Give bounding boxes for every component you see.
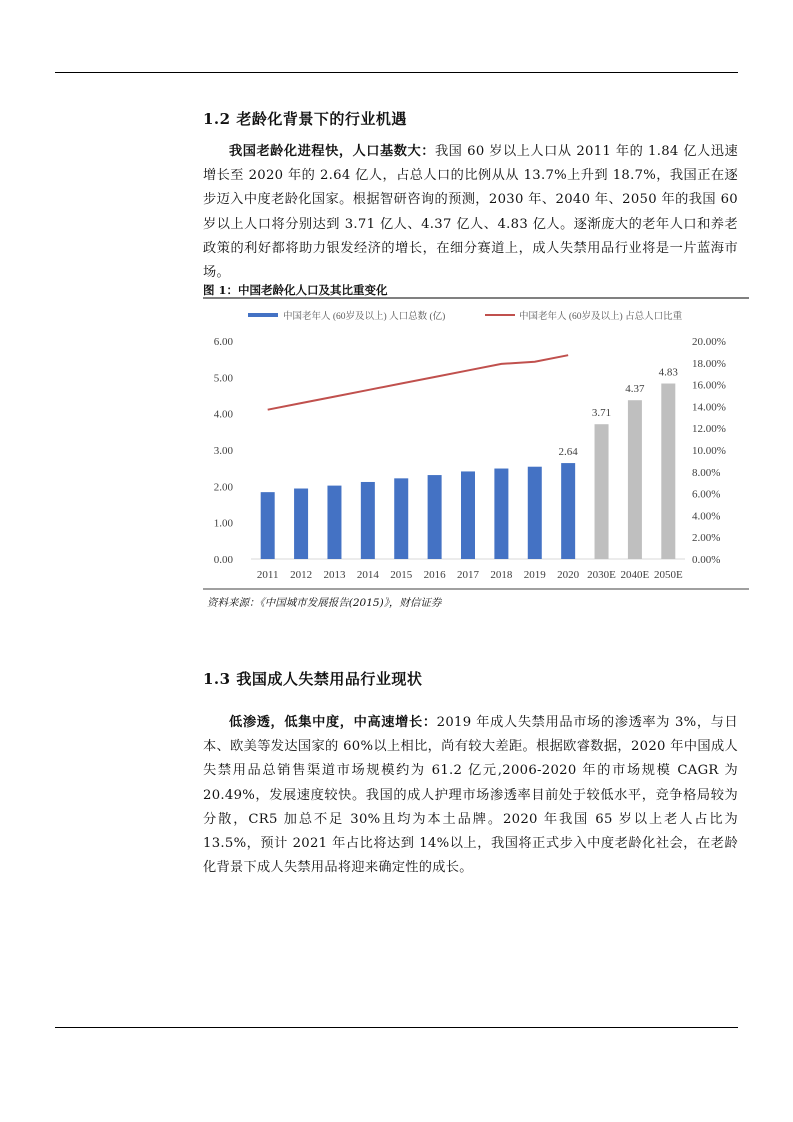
right-axis-tick-label: 12.00%: [692, 423, 726, 436]
figure-source: 资料来源：《中国城市发展报告(2015)》，财信证券: [207, 597, 442, 609]
bar: [327, 486, 341, 559]
paragraph-incontinence-market: [203, 711, 738, 880]
bar-data-label: 4.37: [625, 383, 645, 396]
right-axis: [692, 336, 726, 566]
footer-rule: [55, 1027, 738, 1028]
section-heading-1-2: 1.2 老龄化背景下的行业机遇: [203, 110, 407, 128]
x-axis-tick-label: 2030E: [587, 569, 616, 581]
x-axis-tick-label: 2050E: [653, 569, 683, 581]
x-axis-tick-label: 2040E: [620, 569, 650, 581]
right-axis-tick-label: 0.00%: [692, 554, 721, 566]
right-axis-tick-label: 20.00%: [692, 336, 726, 348]
bar: [294, 489, 308, 559]
x-axis-tick-label: 2011: [256, 569, 279, 581]
legend-line-label: 中国老年人 (60岁及以上) 占总人口比重: [519, 312, 683, 322]
paragraph-aging-population: [203, 140, 738, 285]
x-axis-tick-label: 2016: [423, 569, 446, 581]
x-axis-tick-label: 2018: [490, 569, 513, 581]
bar: [528, 467, 542, 559]
x-axis-tick-label: 2019: [523, 569, 546, 581]
bar: [361, 482, 375, 559]
left-axis-tick-label: 0.00: [213, 554, 233, 566]
bar: [661, 384, 675, 559]
bar: [494, 469, 508, 559]
right-axis-tick-label: 8.00%: [692, 466, 721, 479]
bar: [595, 424, 609, 559]
chart-legend: [248, 310, 683, 322]
bar: [428, 475, 442, 559]
x-axis-tick-label: 2020: [557, 569, 580, 581]
right-axis-tick-label: 14.00%: [692, 401, 726, 414]
right-axis-tick-label: 16.00%: [692, 379, 726, 392]
ratio-line: [268, 355, 568, 410]
paragraph-lead: 低渗透，低集中度，中高速增长：: [229, 715, 437, 730]
x-axis: [251, 559, 685, 581]
left-axis-tick-label: 1.00: [213, 517, 233, 530]
bar: [261, 492, 275, 559]
right-axis-tick-label: 2.00%: [692, 532, 721, 545]
x-axis-tick-label: 2014: [356, 569, 379, 581]
legend-bar-swatch: [248, 313, 278, 317]
x-axis-tick-label: 2015: [390, 569, 413, 581]
right-axis-tick-label: 4.00%: [692, 510, 721, 523]
aging-population-chart: [203, 297, 749, 590]
bar-data-label: 4.83: [658, 366, 678, 379]
left-axis-tick-label: 5.00: [213, 372, 233, 385]
bar: [628, 400, 642, 559]
paragraph-lead: 我国老龄化进程快，人口基数大：: [229, 144, 435, 159]
x-axis-tick-label: 2017: [457, 569, 479, 581]
left-axis-tick-label: 4.00: [213, 408, 233, 421]
bar-data-label: 2.64: [558, 446, 578, 459]
bar: [461, 471, 475, 559]
left-axis: [214, 336, 234, 566]
legend-bar-label: 中国老年人 (60岁及以上) 人口总数 (亿): [283, 312, 446, 322]
left-axis-tick-label: 2.00: [213, 481, 233, 494]
bar: [561, 463, 575, 559]
figure-title: 图 1：中国老龄化人口及其比重变化: [203, 283, 388, 297]
left-axis-tick-label: 3.00: [213, 445, 233, 457]
paragraph-body: 我国 60 岁以上人口从 2011 年的 1.84 亿人迅速增长至 2020 年的 2.64 亿人，占总人口的比例从从 13.7%上升到 18.7%，我国正在逐步迈入中度老龄化国家。根据智研咨询的预测，2030 年、2040 年、2050 年的我国 60 岁以上人口将分别达到 3.71 亿人、4.37 亿人、4.83 亿人。逐渐庞大的老年人口和养老政策的利好都将助力银发经济的增长，在细分赛道上，成人失禁用品行业将是一片蓝海市场。: [203, 144, 739, 281]
paragraph-body: 2019 年成人失禁用品市场的渗透率为 3%，与日本、欧美等发达国家的 60%以上相比，尚有较大差距。根据欧睿数据，2020 年中国成人失禁用品总销售渠道市场规模约为 61.2 亿元,2006-2020 年的市场规模 CAGR 为 20.49%，发展速度较快。我国的成人护理市场渗透率目前处于较低水平，竞争格局较为分散，CR5 加总不足 30%且均为本土品牌。2020 年我国 65 岁以上老人占比为 13.5%，预计 2021 年占比将达到 14%以上，我国将正式步入中度老龄化社会，在老龄化背景下成人失禁用品将迎来确定性的成长。: [203, 715, 738, 876]
bar: [394, 478, 408, 559]
bar-series: [261, 384, 676, 559]
section-heading-1-3: 1.3 我国成人失禁用品行业现状: [203, 670, 423, 688]
bar-data-label: 3.71: [591, 407, 612, 420]
header-rule: [55, 72, 738, 73]
right-axis-tick-label: 10.00%: [692, 445, 726, 457]
right-axis-tick-label: 18.00%: [692, 357, 726, 370]
x-axis-tick-label: 2013: [323, 569, 346, 581]
right-axis-tick-label: 6.00%: [692, 488, 721, 501]
left-axis-tick-label: 6.00: [213, 336, 233, 348]
data-labels: [559, 367, 679, 459]
x-axis-tick-label: 2012: [290, 569, 313, 581]
line-series: [268, 355, 568, 410]
